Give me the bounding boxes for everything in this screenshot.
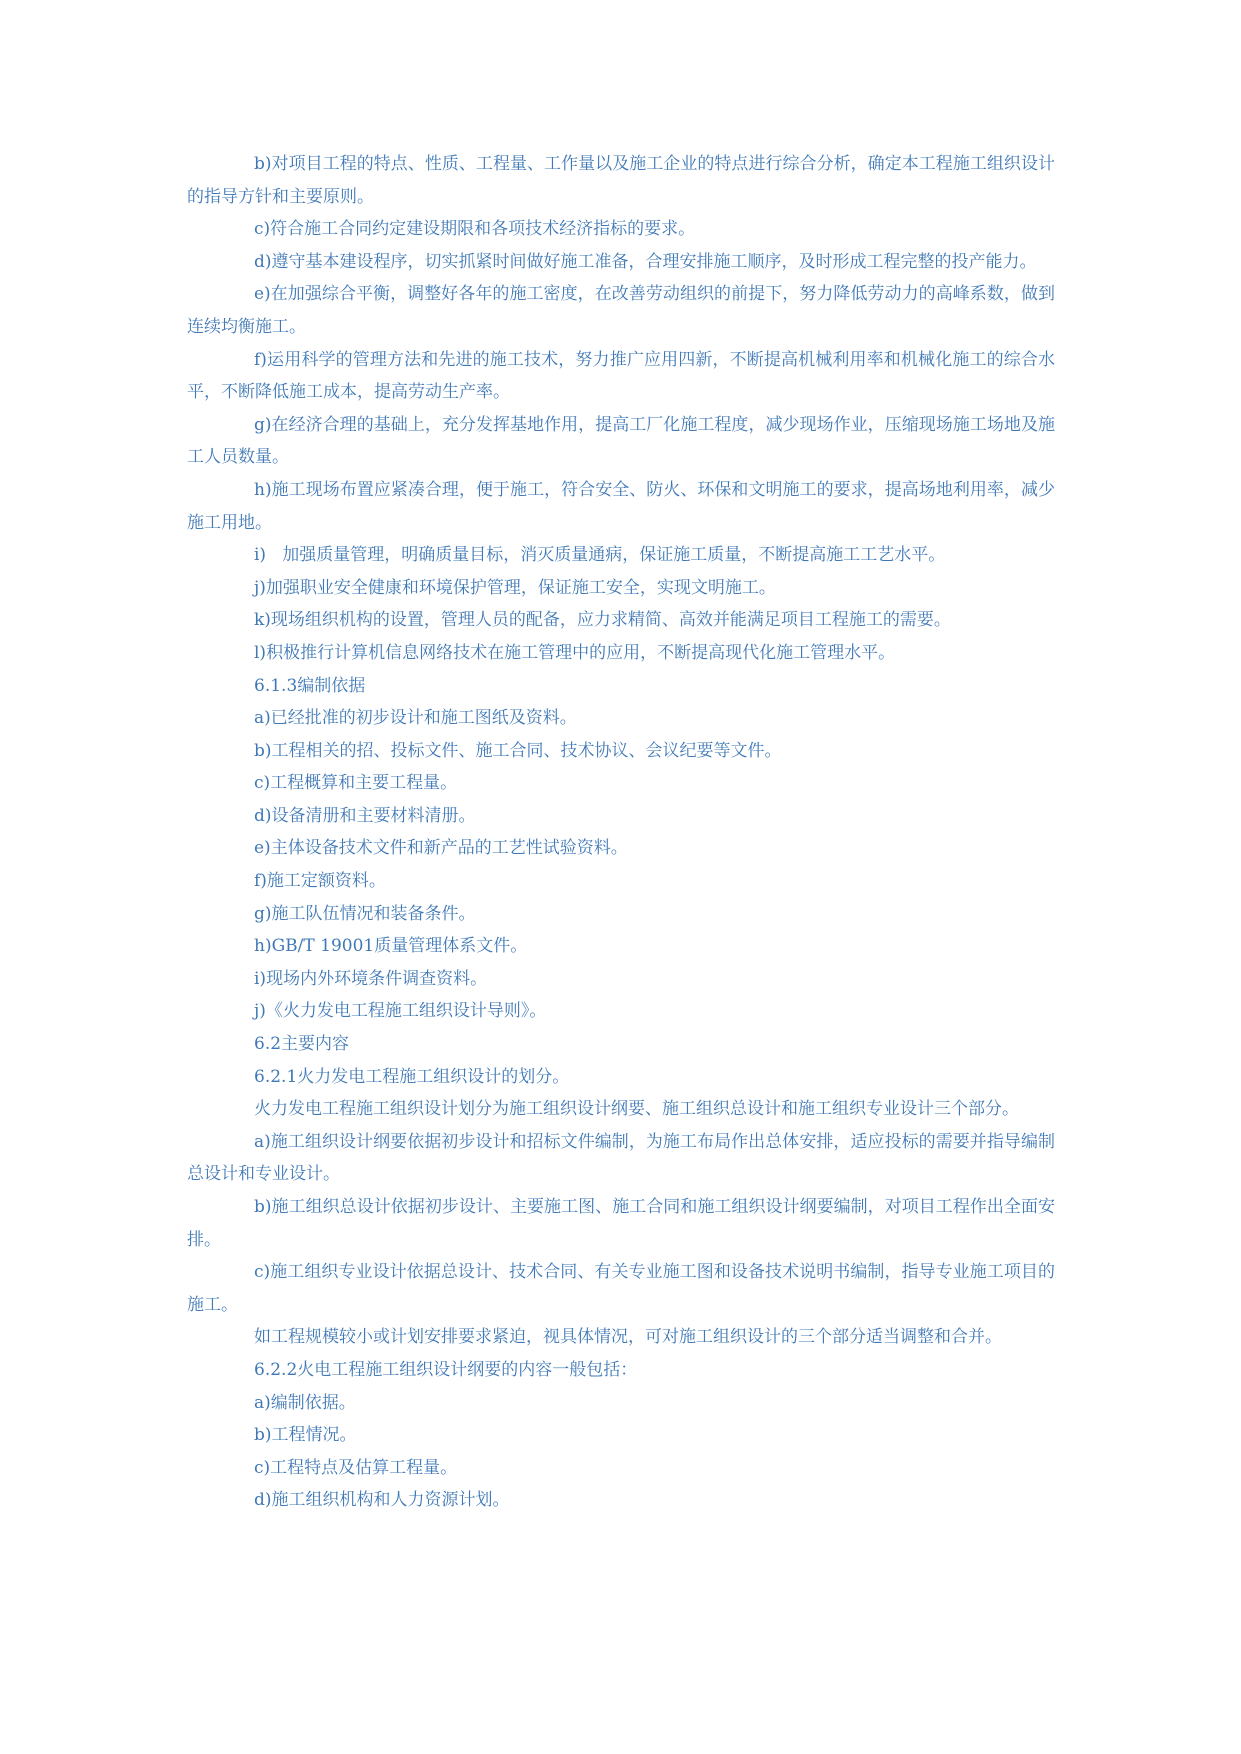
- paragraph: k)现场组织机构的设置，管理人员的配备，应力求精简、高效并能满足项目工程施工的需要。: [254, 610, 951, 631]
- paragraph: c)工程概算和主要工程量。: [254, 773, 458, 794]
- paragraph: i) 加强质量管理，明确质量目标，消灭质量通病，保证施工质量，不断提高施工工艺水平。: [254, 545, 946, 566]
- paragraph: c)工程特点及估算工程量。: [254, 1457, 458, 1478]
- paragraph: a)施工组织设计纲要依据初步设计和招标文件编制，为施工布局作出总体安排，适应投标的需要并指导编制总设计和专业设计。: [187, 1131, 1055, 1185]
- paragraph: 火力发电工程施工组织设计划分为施工组织设计纲要、施工组织总设计和施工组织专业设计三个部分。: [254, 1099, 1019, 1120]
- paragraph: b)对项目工程的特点、性质、工程量、工作量以及施工企业的特点进行综合分析，确定本工程施工组织设计的指导方针和主要原则。: [187, 154, 1055, 207]
- paragraph: l)积极推行计算机信息网络技术在施工管理中的应用，不断提高现代化施工管理水平。: [254, 642, 896, 663]
- paragraph: e)在加强综合平衡，调整好各年的施工密度，在改善劳动组织的前提下，努力降低劳动力的高峰系数，做到连续均衡施工。: [187, 284, 1055, 337]
- section-heading: 6.1.3编制依据: [254, 675, 366, 696]
- section-heading: 6.2.2火电工程施工组织设计纲要的内容一般包括：: [254, 1359, 638, 1380]
- paragraph: f)运用科学的管理方法和先进的施工技术，努力推广应用四新，不断提高机械利用率和机械化施工的综合水平，不断降低施工成本，提高劳动生产率。: [187, 349, 1055, 403]
- section-heading: 6.2主要内容: [254, 1034, 350, 1055]
- paragraph: 如工程规模较小或计划安排要求紧迫，视具体情况，可对施工组织设计的三个部分适当调整和合并。: [254, 1327, 1002, 1348]
- paragraph: j)《火力发电工程施工组织设计导则》。: [254, 1001, 547, 1022]
- paragraph: e)主体设备技术文件和新产品的工艺性试验资料。: [254, 838, 628, 859]
- paragraph: g)施工队伍情况和装备条件。: [254, 903, 476, 924]
- paragraph: h)施工现场布置应紧凑合理，便于施工，符合安全、防火、环保和文明施工的要求，提高场地利用率，减少施工用地。: [187, 479, 1055, 533]
- paragraph: d)遵守基本建设程序，切实抓紧时间做好施工准备，合理安排施工顺序，及时形成工程完整的投产能力。: [254, 251, 1037, 272]
- paragraph: a)已经批准的初步设计和施工图纸及资料。: [254, 708, 577, 729]
- document-body: [187, 148, 1055, 1517]
- paragraph: b)施工组织总设计依据初步设计、主要施工图、施工合同和施工组织设计纲要编制，对项目工程作出全面安排。: [187, 1197, 1055, 1250]
- paragraph: d)设备清册和主要材料清册。: [254, 805, 476, 826]
- paragraph: f)施工定额资料。: [254, 871, 386, 892]
- paragraph: c)符合施工合同约定建设期限和各项技术经济指标的要求。: [254, 219, 696, 240]
- paragraph: b)工程情况。: [254, 1425, 357, 1446]
- paragraph: i)现场内外环境条件调查资料。: [254, 968, 488, 989]
- paragraph: j)加强职业安全健康和环境保护管理，保证施工安全，实现文明施工。: [254, 577, 776, 598]
- paragraph: h)GB/T 19001质量管理体系文件。: [254, 936, 528, 957]
- paragraph: d)施工组织机构和人力资源计划。: [254, 1490, 510, 1511]
- section-heading: 6.2.1火力发电工程施工组织设计的划分。: [254, 1066, 570, 1087]
- paragraph: g)在经济合理的基础上，充分发挥基地作用，提高工厂化施工程度，减少现场作业，压缩现场施工场地及施工人员数量。: [187, 414, 1055, 468]
- paragraph: b)工程相关的招、投标文件、施工合同、技术协议、会议纪要等文件。: [254, 740, 782, 761]
- paragraph: a)编制依据。: [254, 1392, 356, 1413]
- paragraph: c)施工组织专业设计依据总设计、技术合同、有关专业施工图和设备技术说明书编制，指导专业施工项目的施工。: [187, 1262, 1055, 1315]
